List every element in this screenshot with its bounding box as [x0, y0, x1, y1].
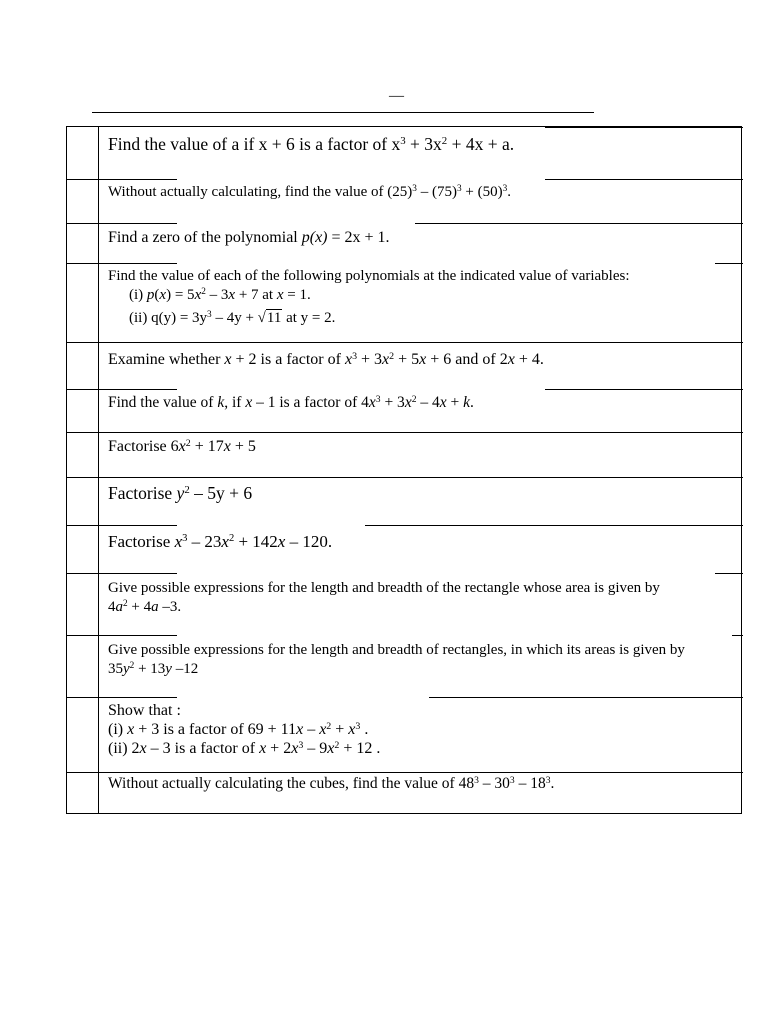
row-divider: [429, 697, 743, 698]
question-10-line-2: [108, 598, 181, 616]
text-fragment: – 3: [205, 287, 229, 303]
row-divider: [67, 525, 177, 526]
math-variable: x: [344, 351, 353, 368]
question-4-part-i: [129, 286, 311, 304]
question-11-line-1: Give possible expressions for the length and breadth of rectangles, in which its areas is given by: [108, 642, 685, 658]
math-variable: x: [277, 532, 286, 551]
text-fragment: +: [331, 721, 349, 738]
exponent: 2: [326, 720, 332, 732]
text-fragment: –3.: [158, 599, 182, 615]
text-fragment: + 142: [234, 532, 278, 551]
exponent: 3: [375, 393, 381, 405]
row-divider: [67, 697, 177, 698]
question-5: [108, 350, 544, 369]
row-divider: [67, 342, 743, 343]
text-fragment: Find a zero of the polynomial: [108, 229, 302, 246]
exponent: 2: [228, 533, 235, 545]
question-2: [108, 183, 511, 201]
row-divider: [67, 477, 743, 478]
text-fragment: = 1.: [283, 287, 311, 303]
row-divider: [415, 223, 743, 224]
exponent: 2: [201, 286, 206, 297]
row-divider: [67, 772, 743, 773]
exponent: 2: [185, 437, 191, 449]
math-variable: x: [296, 721, 304, 738]
question-table: [66, 126, 742, 814]
text-fragment: + 6 and of 2: [426, 351, 508, 368]
math-variable: x: [327, 740, 335, 757]
text-fragment: – 23: [187, 532, 222, 551]
question-8: [108, 483, 252, 504]
question-1: [108, 134, 514, 155]
text-fragment: at y = 2.: [282, 310, 336, 326]
math-variable: x: [382, 351, 390, 368]
math-variable: x: [228, 287, 236, 303]
row-divider: [545, 179, 743, 180]
text-fragment: + 12 .: [339, 740, 381, 757]
text-fragment: – 120.: [285, 532, 333, 551]
math-variable: y: [176, 483, 185, 503]
question-10-line-1: Give possible expressions for the length and breadth of the rectangle whose area is given by: [108, 580, 660, 596]
text-fragment: Factorise: [108, 483, 177, 503]
exponent: 3: [502, 183, 508, 194]
math-variable: x: [221, 532, 229, 551]
text-fragment: .: [360, 721, 369, 738]
text-fragment: Without actually calculating the cubes, find the value of 48: [108, 775, 475, 792]
text-fragment: + 5: [394, 351, 420, 368]
text-fragment: + (50): [461, 184, 503, 200]
exponent: 2: [184, 484, 190, 497]
exponent: 2: [389, 350, 395, 362]
exponent: 3: [355, 720, 361, 732]
text-fragment: – 5y + 6: [189, 483, 253, 503]
text-fragment: – 4: [416, 394, 440, 411]
math-variable: y: [123, 661, 130, 677]
math-variable: x: [178, 438, 186, 455]
exponent: 3: [182, 533, 188, 545]
exponent: 2: [334, 739, 340, 751]
math-variable: k: [463, 394, 471, 411]
row-divider: [67, 263, 177, 264]
text-fragment: (i): [129, 287, 147, 303]
text-fragment: + 3x: [405, 134, 442, 154]
math-variable: y: [165, 661, 172, 677]
exponent: 3: [509, 774, 515, 786]
question-12-line-1: Show that :: [108, 702, 181, 719]
header-mark: —: [389, 88, 404, 104]
math-variable: x: [404, 394, 412, 411]
math-variable: x: [159, 287, 167, 303]
text-fragment: Factorise 6: [108, 438, 179, 455]
text-fragment: + 3 is a factor of 69 + 11: [134, 721, 297, 738]
text-fragment: + 7 at: [235, 287, 277, 303]
text-fragment: Find the value of a if x + 6 is a factor of x: [108, 134, 401, 154]
row-divider: [67, 223, 177, 224]
row-divider: [545, 389, 743, 390]
row-divider: [545, 127, 743, 128]
text-fragment: + 4.: [514, 351, 544, 368]
row-divider: [67, 573, 177, 574]
text-fragment: + 2: [266, 740, 292, 757]
row-divider: [365, 525, 743, 526]
math-variable: a: [115, 599, 123, 615]
number-column-divider: [98, 127, 99, 813]
square-root: √11: [257, 310, 282, 326]
text-fragment: .: [550, 775, 555, 792]
text-fragment: – (75): [416, 184, 457, 200]
exponent: 2: [123, 598, 128, 609]
math-variable: x: [224, 351, 232, 368]
question-7: [108, 437, 256, 456]
question-13: [108, 775, 554, 794]
math-variable: x: [507, 351, 515, 368]
exponent: 3: [298, 739, 304, 751]
math-variable: x: [139, 740, 147, 757]
text-fragment: , if: [224, 394, 246, 411]
row-divider: [715, 573, 743, 574]
exponent: 3: [412, 183, 417, 194]
question-6: [108, 394, 474, 413]
math-variable: x: [319, 721, 327, 738]
math-variable: x: [127, 721, 135, 738]
exponent: 3: [352, 350, 358, 362]
question-4-intro: Find the value of each of the following polynomials at the indicated value of variables:: [108, 268, 630, 284]
exponent: 3: [545, 774, 551, 786]
row-divider: [67, 179, 177, 180]
exponent: 3: [456, 183, 462, 194]
text-fragment: – 18: [514, 775, 546, 792]
text-fragment: = 2x + 1.: [327, 229, 390, 246]
text-fragment: 4: [108, 599, 116, 615]
text-fragment: .: [507, 184, 511, 200]
math-variable: x: [223, 438, 231, 455]
math-variable: x: [419, 351, 427, 368]
text-fragment: – 3 is a factor of: [146, 740, 260, 757]
math-variable: x: [245, 394, 253, 411]
text-fragment: Factorise: [108, 532, 175, 551]
math-variable: x: [174, 532, 183, 551]
text-fragment: +: [446, 394, 464, 411]
text-fragment: + 13: [134, 661, 166, 677]
math-variable: x: [368, 394, 376, 411]
text-fragment: .: [470, 394, 474, 411]
text-fragment: – 30: [478, 775, 510, 792]
text-fragment: –12: [171, 661, 199, 677]
question-12-part-ii: [108, 739, 380, 758]
text-fragment: + 4: [127, 599, 152, 615]
question-11-line-2: [108, 660, 198, 678]
exponent: 3: [207, 309, 212, 320]
text-fragment: 35: [108, 661, 123, 677]
exponent: 2: [129, 660, 135, 671]
question-9: [108, 532, 332, 552]
exponent: 3: [474, 774, 479, 786]
text-fragment: Examine whether: [108, 351, 225, 368]
math-variable: a: [151, 599, 159, 615]
exponent: 3: [400, 135, 406, 148]
text-fragment: Find the value of: [108, 394, 218, 411]
text-fragment: (: [154, 287, 160, 303]
math-variable: x: [194, 287, 202, 303]
math-variable: p(x): [301, 229, 328, 246]
exponent: 2: [441, 135, 448, 148]
text-fragment: + 2 is a factor of: [231, 351, 345, 368]
text-fragment: + 4x + a.: [447, 134, 515, 154]
math-variable: x: [259, 740, 267, 757]
row-divider: [67, 635, 177, 636]
text-fragment: (i): [108, 721, 128, 738]
math-variable: x: [291, 740, 299, 757]
text-fragment: – 4y +: [211, 310, 258, 326]
text-fragment: + 3: [380, 394, 405, 411]
text-fragment: 11: [266, 310, 282, 326]
text-fragment: (ii) 2: [108, 740, 140, 757]
math-variable: x: [348, 721, 356, 738]
text-fragment: + 17: [190, 438, 224, 455]
exponent: 2: [411, 393, 417, 405]
header-rule: [92, 112, 594, 113]
text-fragment: + 5: [230, 438, 256, 455]
text-fragment: ) = 5: [166, 287, 195, 303]
text-fragment: (ii) q(y) = 3y: [129, 310, 208, 326]
text-fragment: – 1 is a factor of 4: [252, 394, 369, 411]
text-fragment: Without actually calculating, find the value of (25): [108, 184, 413, 200]
row-divider: [732, 635, 743, 636]
math-variable: x: [276, 287, 284, 303]
row-divider: [715, 263, 743, 264]
question-12-part-i: [108, 720, 368, 739]
text-fragment: – 9: [303, 740, 328, 757]
question-3: [108, 228, 390, 247]
math-variable: p: [146, 287, 155, 303]
question-4-part-ii: [129, 309, 335, 327]
math-variable: k: [217, 394, 225, 411]
math-variable: x: [439, 394, 447, 411]
text-fragment: + 3: [357, 351, 383, 368]
row-divider: [67, 389, 177, 390]
text-fragment: –: [303, 721, 320, 738]
row-divider: [67, 432, 743, 433]
